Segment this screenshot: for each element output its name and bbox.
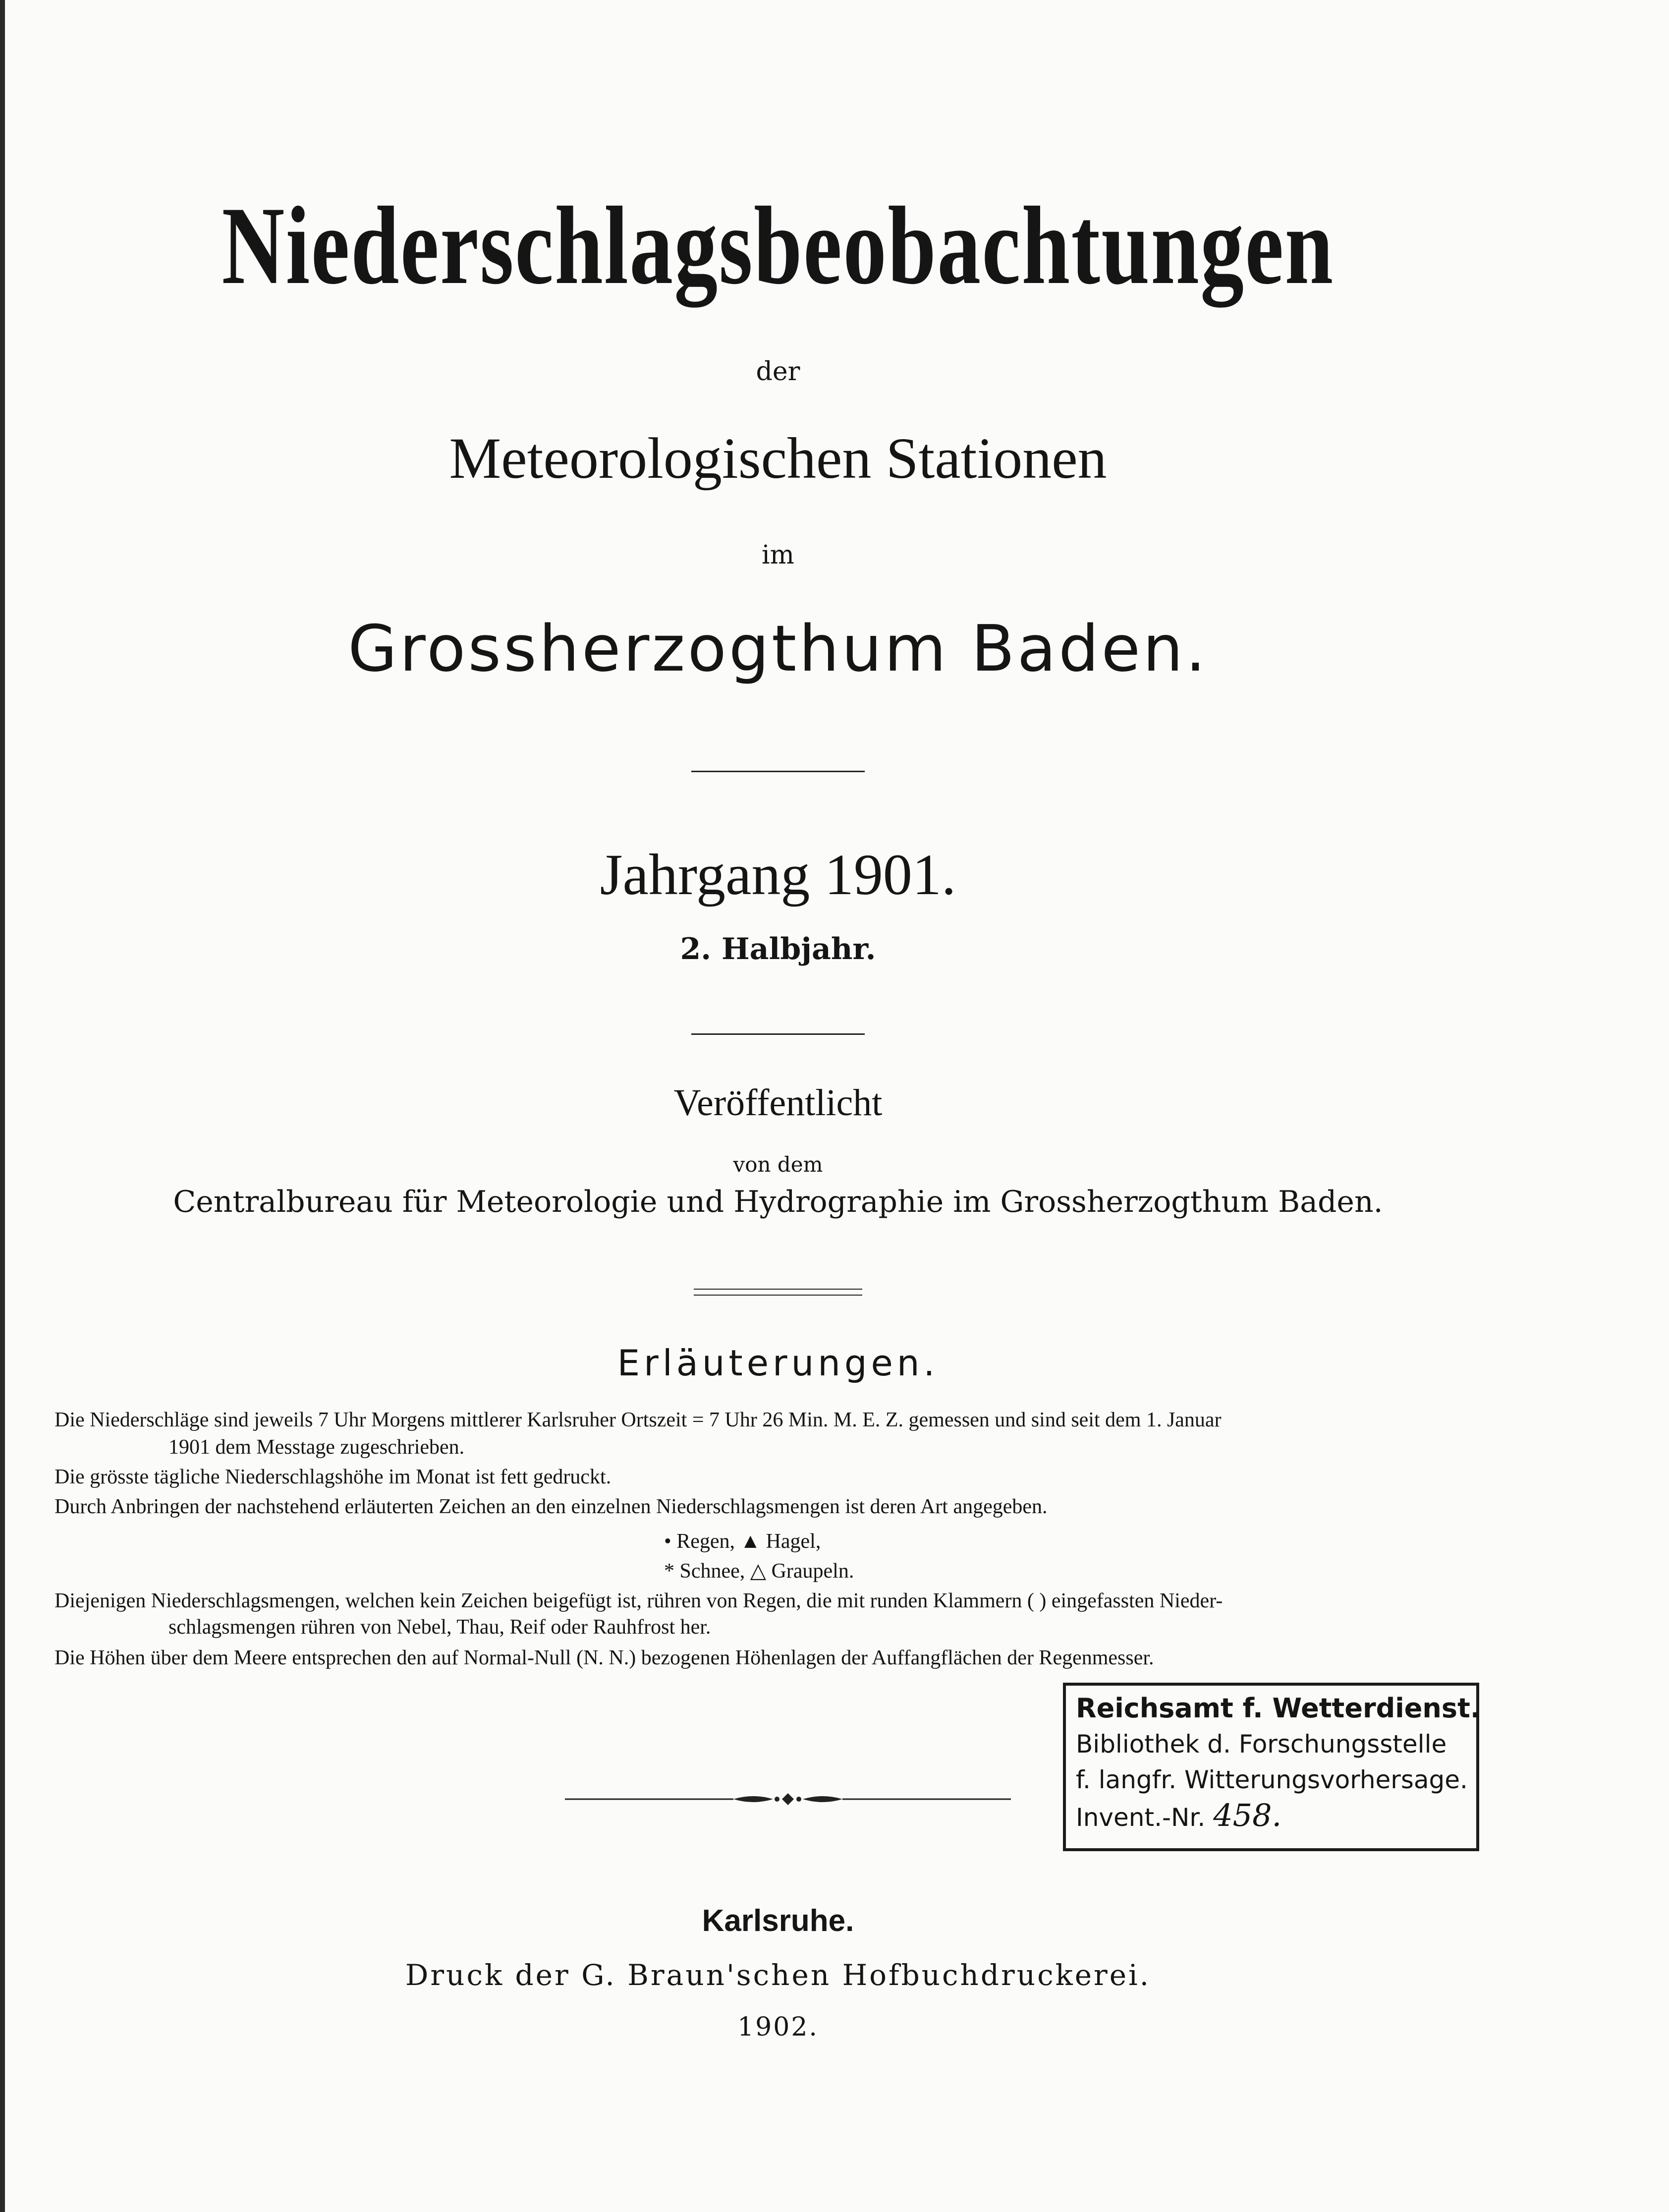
explanation-line-1: Die Niederschläge sind jeweils 7 Uhr Morgens mittlerer Karlsruher Ortszeit = 7 Uhr 26 Min. M. E. Z. gemessen und sind seit dem 1. Januar [55, 1409, 1222, 1431]
divider-rule-2 [691, 1033, 865, 1035]
publisher-bureau: Centralbureau für Meteorologie und Hydrographie im Grossherzogthum Baden. [173, 1185, 1383, 1219]
stamp-line-1: Reichsamt f. Wetterdienst. [1076, 1693, 1481, 1724]
edition-half: 2. Halbjahr. [680, 932, 876, 966]
published-label: Veröffentlicht [673, 1082, 883, 1124]
imprint-city: Karlsruhe. [702, 1904, 854, 1938]
explanation-line-4: Durch Anbringen der nachstehend erläuterten Zeichen an den einzelnen Niederschlagsmengen ist deren Art angegeben. [55, 1495, 1048, 1518]
explanation-line-6: schlagsmengen rühren von Nebel, Thau, Reif oder Rauhfrost her. [168, 1616, 711, 1639]
ornament-divider [565, 1789, 1011, 1809]
stamp-invent-number: 458. [1213, 1797, 1282, 1833]
published-by: von dem [733, 1152, 823, 1177]
title-im: im [762, 540, 794, 570]
double-rule-bottom [694, 1295, 862, 1296]
imprint-printer: Druck der G. Braun'schen Hofbuchdruckerei. [405, 1958, 1151, 1992]
symbol-legend-2: * Schnee, △ Graupeln. [664, 1560, 854, 1583]
stamp-line-3: f. langfr. Witterungsvorhersage. [1076, 1765, 1468, 1794]
edition-year: Jahrgang 1901. [600, 842, 956, 907]
stamp-invent-label: Invent.-Nr. [1076, 1803, 1206, 1832]
stamp-line-2: Bibliothek d. Forschungsstelle [1076, 1730, 1447, 1758]
divider-rule-1 [691, 771, 865, 772]
explanation-line-3: Die grösste tägliche Niederschlagshöhe im Monat ist fett gedruckt. [55, 1466, 612, 1488]
library-stamp [1063, 1683, 1479, 1851]
explanation-line-2: 1901 dem Messtage zugeschrieben. [168, 1436, 465, 1459]
title-der: der [756, 357, 800, 387]
stamp-line-4 [1076, 1798, 1466, 1835]
main-title: Niederschlagsbeobachtungen [222, 183, 1335, 307]
double-rule-top [694, 1289, 862, 1290]
stations-title: Meteorologischen Stationen [449, 426, 1107, 491]
imprint-year: 1902. [737, 2012, 819, 2042]
explanation-line-5: Diejenigen Niederschlagsmengen, welchen kein Zeichen beigefügt ist, rühren von Regen, die mit runden Klammern ( ) eingefassten Nieder- [55, 1589, 1223, 1612]
explanation-line-7: Die Höhen über dem Meere entsprechen den auf Normal-Null (N. N.) bezogenen Höhenlagen der Auffangflächen der Regenmesser. [55, 1646, 1154, 1669]
explanations-heading: Erläuterungen. [617, 1342, 939, 1384]
country-title: Grossherzogthum Baden. [348, 612, 1208, 686]
symbol-legend-1: • Regen, ▲ Hagel, [664, 1530, 821, 1553]
